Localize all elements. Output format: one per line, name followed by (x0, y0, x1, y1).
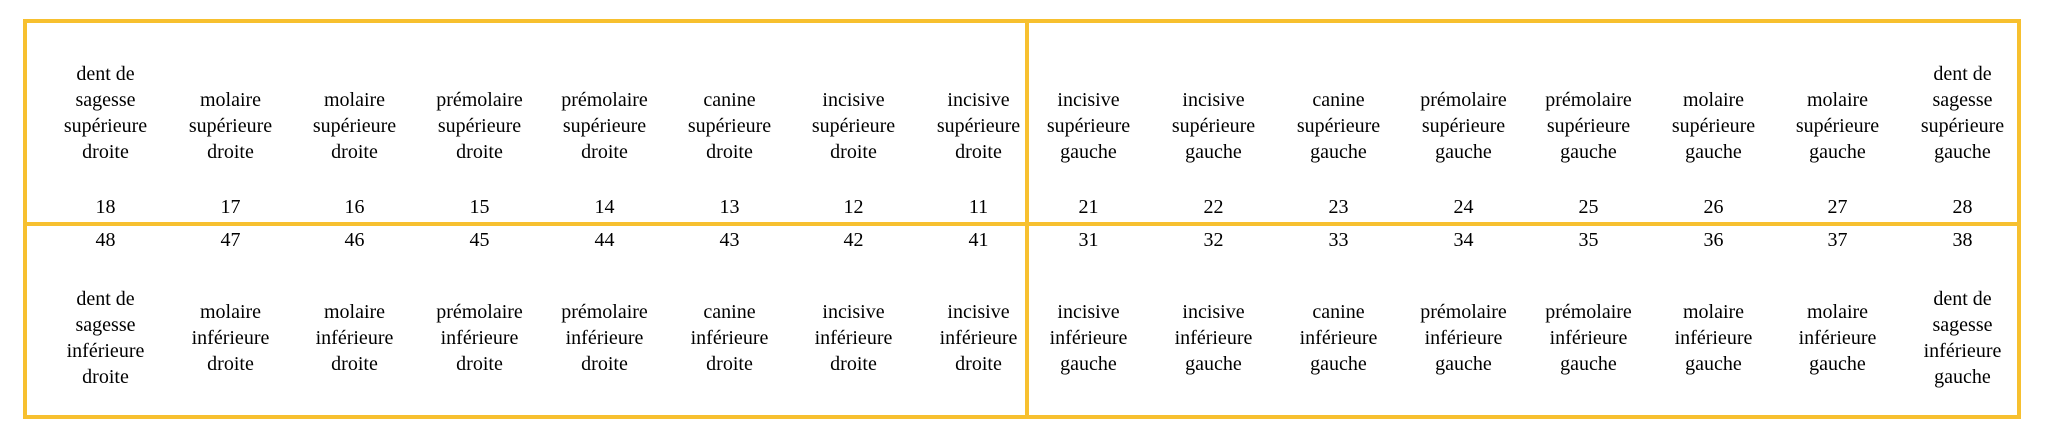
lower-tooth-name-37: molaire inférieure gauche (1798, 301, 1877, 375)
upper-tooth-name-21: incisive supérieure gauche (1046, 89, 1131, 163)
lower-tooth-number-31: 31 (1078, 229, 1099, 251)
lower-tooth-number-33: 33 (1328, 229, 1349, 251)
lower-tooth-number-45: 45 (469, 229, 490, 251)
lower-tooth-number-35: 35 (1578, 229, 1599, 251)
lower-tooth-name-31: incisive inférieure gauche (1049, 301, 1128, 375)
lower-tooth-name-45: prémolaire inférieure droite (436, 301, 523, 375)
upper-tooth-name-13: canine supérieure droite (687, 89, 772, 163)
upper-tooth-name-22: incisive supérieure gauche (1171, 89, 1256, 163)
upper-tooth-number-11: 11 (968, 196, 989, 218)
lower-tooth-name-34: prémolaire inférieure gauche (1420, 301, 1507, 375)
upper-tooth-name-17: molaire supérieure droite (188, 89, 273, 163)
lower-tooth-number-38: 38 (1952, 229, 1973, 251)
upper-tooth-name-23: canine supérieure gauche (1296, 89, 1381, 163)
upper-tooth-name-16: molaire supérieure droite (312, 89, 397, 163)
jaw-divider (23, 222, 2021, 226)
upper-tooth-number-21: 21 (1078, 196, 1099, 218)
upper-tooth-number-28: 28 (1952, 196, 1973, 218)
upper-tooth-number-15: 15 (469, 196, 490, 218)
upper-tooth-number-12: 12 (843, 196, 864, 218)
upper-tooth-number-22: 22 (1203, 196, 1224, 218)
upper-tooth-name-15: prémolaire supérieure droite (436, 89, 523, 163)
upper-tooth-name-18: dent de sagesse supérieure droite (63, 63, 148, 163)
lower-tooth-name-46: molaire inférieure droite (315, 301, 394, 375)
upper-tooth-name-27: molaire supérieure gauche (1795, 89, 1880, 163)
lower-tooth-number-46: 46 (344, 229, 365, 251)
lower-tooth-name-38: dent de sagesse inférieure gauche (1923, 288, 2002, 388)
upper-tooth-number-13: 13 (719, 196, 740, 218)
lower-tooth-name-33: canine inférieure gauche (1299, 301, 1378, 375)
lower-tooth-number-32: 32 (1203, 229, 1224, 251)
upper-tooth-name-25: prémolaire supérieure gauche (1545, 89, 1632, 163)
lower-tooth-name-36: molaire inférieure gauche (1674, 301, 1753, 375)
lower-tooth-name-42: incisive inférieure droite (814, 301, 893, 375)
upper-tooth-number-26: 26 (1703, 196, 1724, 218)
upper-tooth-number-27: 27 (1827, 196, 1848, 218)
lower-tooth-number-44: 44 (594, 229, 615, 251)
upper-tooth-number-16: 16 (344, 196, 365, 218)
upper-tooth-name-26: molaire supérieure gauche (1671, 89, 1756, 163)
lower-tooth-number-48: 48 (95, 229, 116, 251)
upper-tooth-number-23: 23 (1328, 196, 1349, 218)
lower-tooth-number-36: 36 (1703, 229, 1724, 251)
lower-tooth-number-41: 41 (968, 229, 989, 251)
lower-tooth-number-42: 42 (843, 229, 864, 251)
lower-tooth-number-43: 43 (719, 229, 740, 251)
upper-tooth-name-11: incisive supérieure droite (936, 89, 1021, 163)
lower-tooth-number-34: 34 (1453, 229, 1474, 251)
lower-tooth-name-43: canine inférieure droite (690, 301, 769, 375)
lower-tooth-name-47: molaire inférieure droite (191, 301, 270, 375)
upper-tooth-name-12: incisive supérieure droite (811, 89, 896, 163)
lower-tooth-name-35: prémolaire inférieure gauche (1545, 301, 1632, 375)
lower-tooth-name-41: incisive inférieure droite (939, 301, 1018, 375)
upper-tooth-name-24: prémolaire supérieure gauche (1420, 89, 1507, 163)
upper-tooth-number-14: 14 (594, 196, 615, 218)
upper-tooth-number-18: 18 (95, 196, 116, 218)
lower-tooth-name-48: dent de sagesse inférieure droite (66, 288, 145, 388)
upper-tooth-name-28: dent de sagesse supérieure gauche (1920, 63, 2005, 163)
upper-tooth-number-25: 25 (1578, 196, 1599, 218)
upper-tooth-name-14: prémolaire supérieure droite (561, 89, 648, 163)
lower-tooth-number-37: 37 (1827, 229, 1848, 251)
upper-tooth-number-17: 17 (220, 196, 241, 218)
lower-tooth-number-47: 47 (220, 229, 241, 251)
lower-tooth-name-32: incisive inférieure gauche (1174, 301, 1253, 375)
upper-tooth-number-24: 24 (1453, 196, 1474, 218)
lower-tooth-name-44: prémolaire inférieure droite (561, 301, 648, 375)
